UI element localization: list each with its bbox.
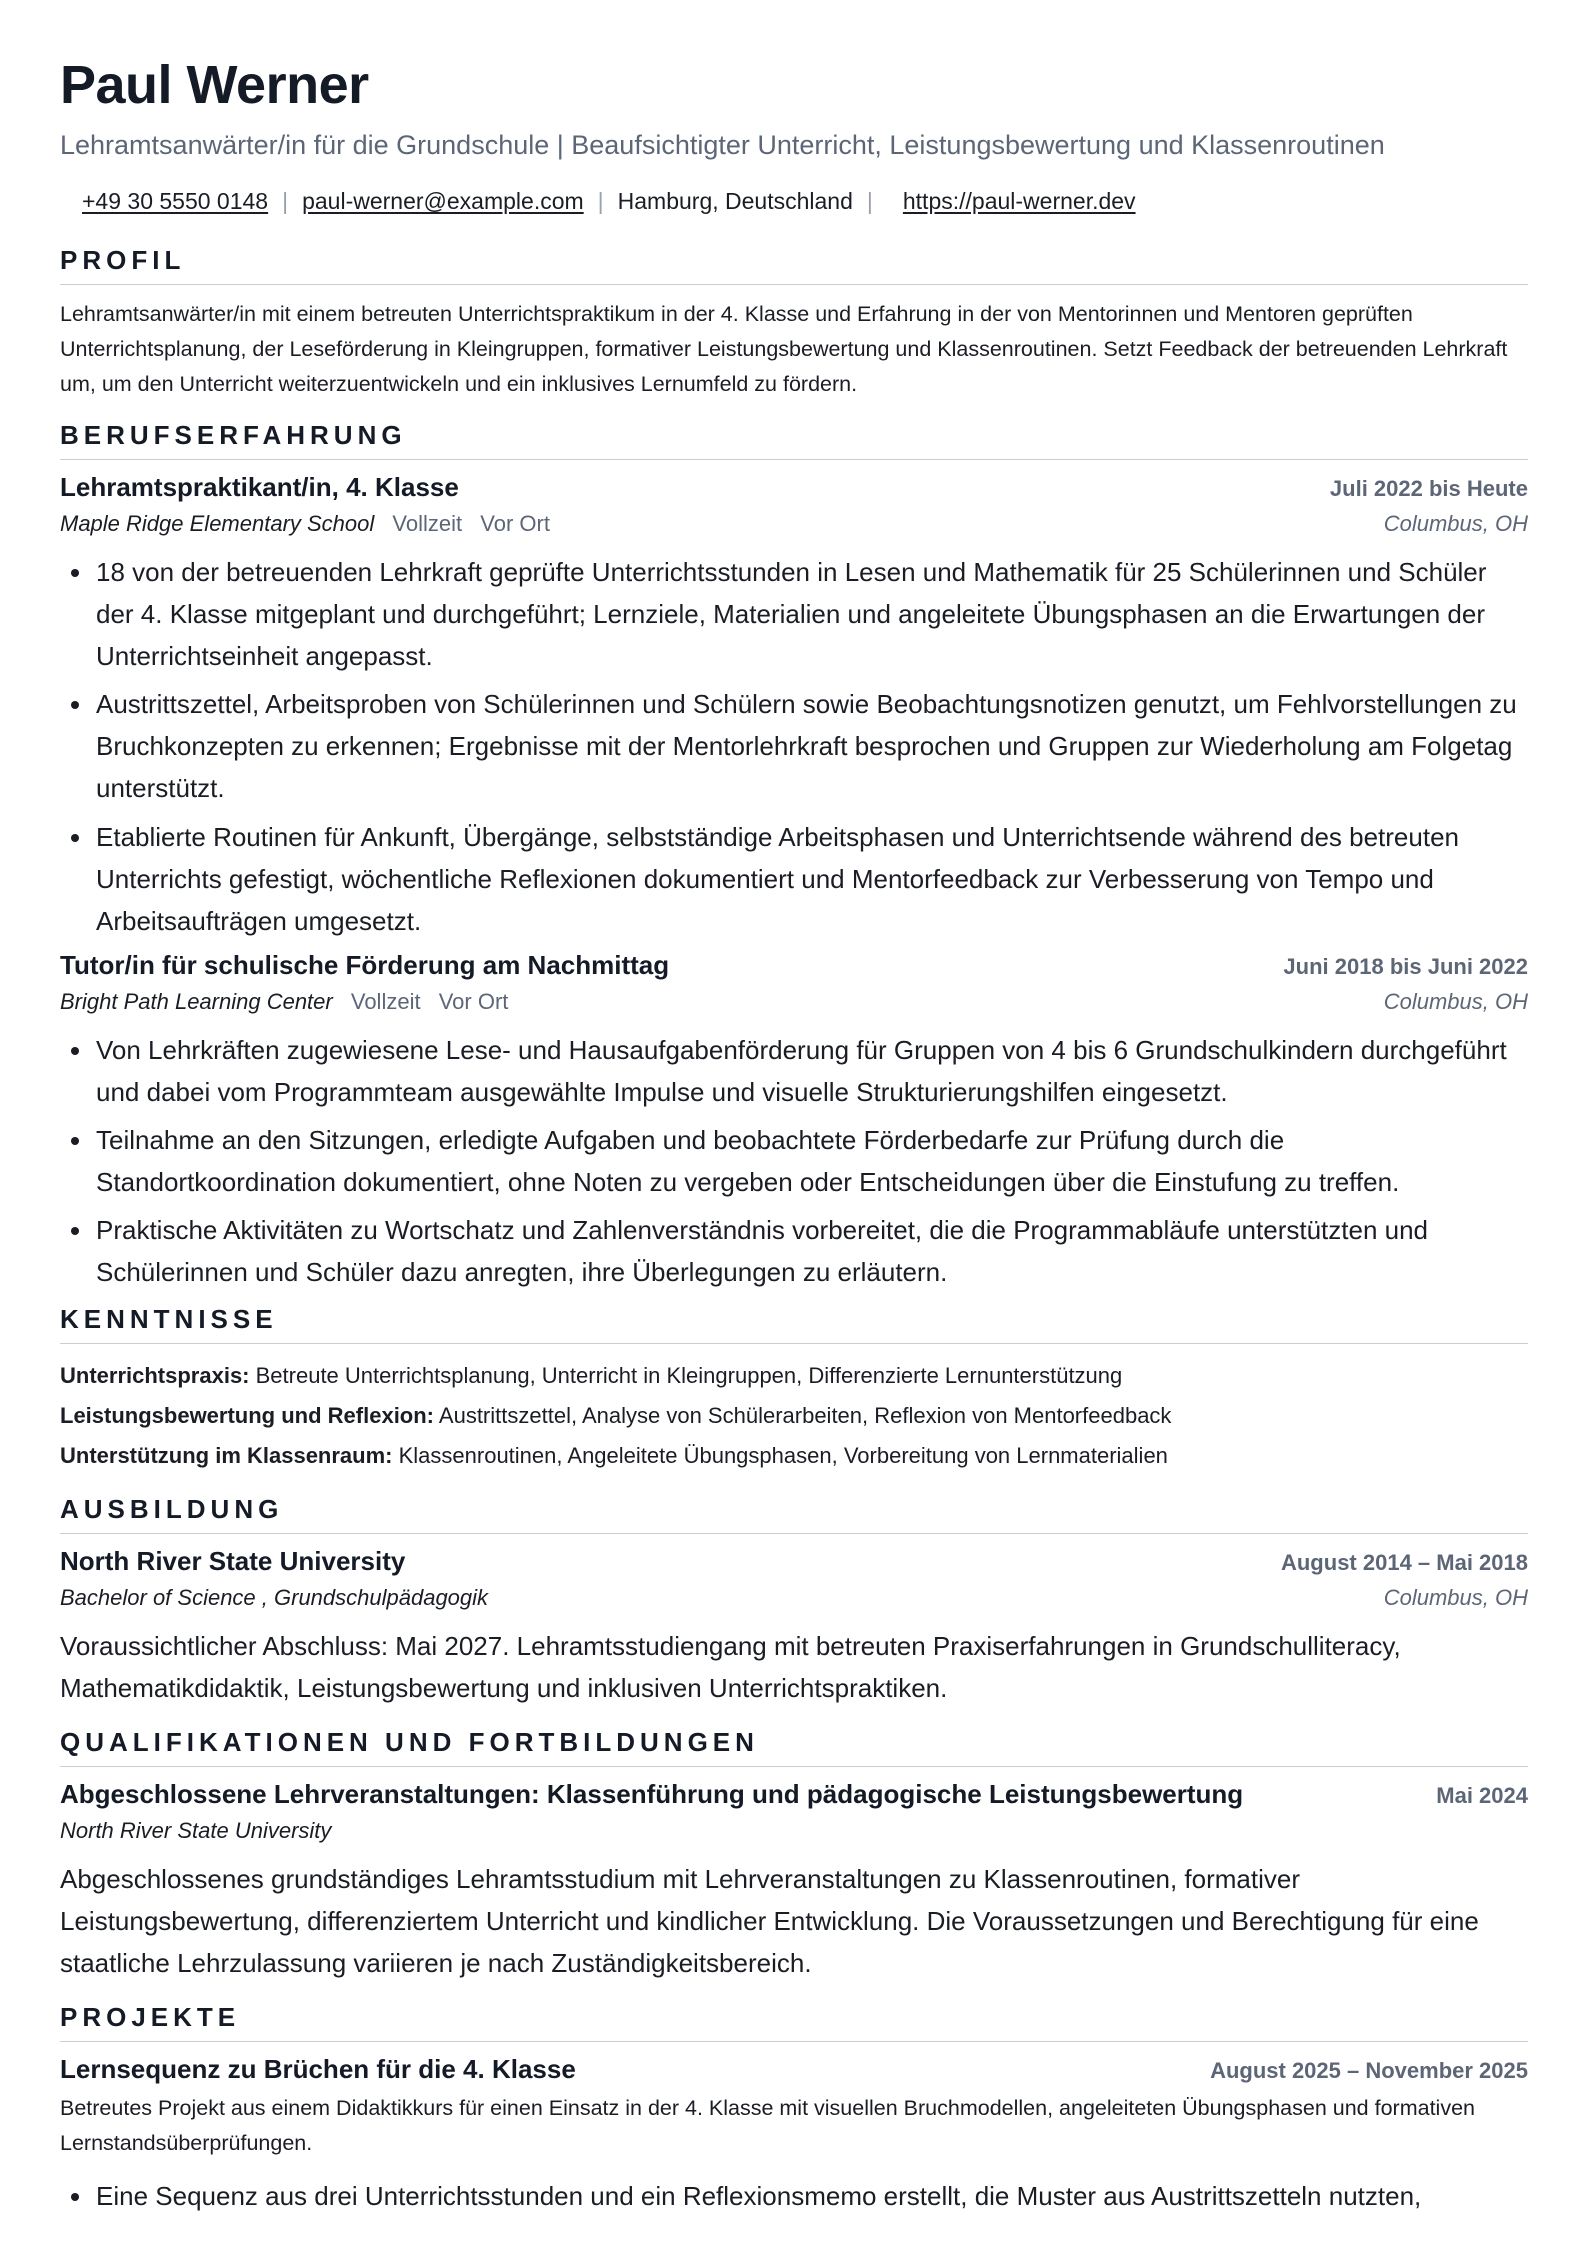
website-link[interactable]: https://paul-werner.dev — [902, 187, 1136, 214]
skill-values: Klassenroutinen, Angeleitete Übungsphasen, Vorbereitung von Lernmaterialien — [392, 1442, 1168, 1468]
job-mode: Vor Ort — [438, 988, 509, 1014]
job-entry — [60, 950, 1528, 1294]
skill-values: Betreute Unterrichtsplanung, Unterricht in Kleingruppen, Differenzierte Lernunterstützung — [249, 1362, 1123, 1388]
job-location: Columbus, OH — [1383, 988, 1528, 1014]
qualification-date: Mai 2024 — [1436, 1782, 1528, 1808]
contact-separator: | — [866, 187, 873, 214]
qualification-name: Abgeschlossene Lehrveranstaltungen: Klassenführung und pädagogische Leistungsbewertung — [60, 1778, 1244, 1809]
job-employer: Maple Ridge Elementary School — [60, 510, 375, 536]
phone-link[interactable]: +49 30 5550 0148 — [82, 187, 269, 214]
job-title: Tutor/in für schulische Förderung am Nachmittag — [60, 949, 670, 980]
job-entry — [60, 472, 1528, 942]
qualification-entry — [60, 1779, 1528, 1984]
contact-separator: | — [597, 187, 604, 214]
job-type: Vollzeit — [392, 510, 463, 536]
job-bullet: • Austrittszettel, Arbeitsproben von Schülerinnen und Schülern sowie Beobachtungsnotizen genutzt, um Fehlvorstellungen zu Bruchkonzepten zu erkennen; Ergebnisse mit der Mentorlehrkraft besprochen und Gruppen zur Wiederholung am Folgetag unterstützt. — [94, 683, 1528, 809]
job-location: Columbus, OH — [1383, 510, 1528, 536]
job-type: Vollzeit — [350, 988, 421, 1014]
education-entry — [60, 1546, 1528, 1709]
email-link[interactable]: paul-werner@example.com — [302, 187, 584, 214]
skill-values: Austrittszettel, Analyse von Schülerarbeiten, Reflexion von Mentorfeedback — [434, 1402, 1172, 1428]
job-bullet: • Von Lehrkräften zugewiesene Lese- und Hausaufgabenförderung für Gruppen von 4 bis 6 Grundschulkindern durchgeführt und dabei vom Programmteam ausgewählte Impulse und visuelle Strukturierungshilfen eingesetzt. — [94, 1029, 1528, 1113]
project-entry — [60, 2054, 1528, 2217]
location-text: Hamburg, Deutschland — [617, 187, 853, 214]
job-mode: Vor Ort — [480, 510, 550, 536]
section-title-skills: KENNTNISSE — [60, 1304, 1528, 1344]
section-title-experience: BERUFSERFAHRUNG — [60, 420, 1528, 460]
education-text: Voraussichtlicher Abschluss: Mai 2027. Lehramtsstudiengang mit betreuten Praxiserfahrungen in Grundschulliteracy, Mathematikdidaktik, Leistungsbewertung und inklusiven Unterrichtspraktiken. — [60, 1630, 1401, 1703]
project-bullets — [60, 2175, 1528, 2217]
profile-text: Lehramtsanwärter/in mit einem betreuten Unterrichtspraktikum in der 4. Klasse und Erfahrung in der von Mentorinnen und Mentoren geprüften Unterrichtsplanung, der Leseförderung in Kleingruppen, formativer Leistungsbewertung und Klassenroutinen. Setzt Feedback der betreuenden Lehrkraft um, um den Unterricht weiterzuentwickeln und ein inklusives Lernumfeld zu fördern. — [60, 301, 1508, 396]
degree-name: Bachelor of Science , Grundschulpädagogik — [60, 1584, 489, 1610]
profile-section — [60, 245, 1528, 402]
qualification-issuer: North River State University — [60, 1817, 332, 1843]
job-dates: Juni 2018 bis Juni 2022 — [1283, 953, 1528, 979]
qualifications-section — [60, 1727, 1528, 1984]
job-meta — [60, 511, 550, 537]
job-bullets — [60, 1029, 1528, 1294]
skills-list — [60, 1356, 1528, 1476]
skill-row — [60, 1356, 1528, 1396]
job-bullet: • Praktische Aktivitäten zu Wortschatz und Zahlenverständnis vorbereitet, die die Programmabläufe unterstützten und Schülerinnen und Schüler dazu anregten, ihre Überlegungen zu erläutern. — [94, 1209, 1528, 1293]
skill-row — [60, 1436, 1528, 1476]
job-bullet: • Teilnahme an den Sitzungen, erledigte Aufgaben und beobachtete Förderbedarfe zur Prüfung durch die Standortkoordination dokumentiert, ohne Noten zu vergeben oder Entscheidungen über die Einstufung zu treffen. — [94, 1119, 1528, 1203]
skill-category: Unterstützung im Klassenraum: — [60, 1442, 393, 1468]
qualification-text: Abgeschlossenes grundständiges Lehramtsstudium mit Lehrveranstaltungen zu Klassenroutinen, formativer Leistungsbewertung, differenziertem Unterricht und kindlicher Entwicklung. Die Voraussetzungen und Berechtigung für eine staatliche Lehrzulassung variieren je nach Zuständigkeitsbereich. — [60, 1863, 1479, 1979]
job-title: Lehramtspraktikant/in, 4. Klasse — [60, 471, 459, 502]
skill-category: Leistungsbewertung und Reflexion: — [60, 1402, 435, 1428]
skill-category: Unterrichtspraxis: — [60, 1362, 250, 1388]
contact-separator: | — [282, 187, 289, 214]
section-title-qualifications: QUALIFIKATIONEN UND FORTBILDUNGEN — [60, 1727, 1528, 1767]
job-bullets — [60, 551, 1528, 942]
job-bullet: • Etablierte Routinen für Ankunft, Übergänge, selbstständige Arbeitsphasen und Unterrichtsende während des betreuten Unterrichts gefestigt, wöchentliche Reflexionen dokumentiert und Mentorfeedback zur Verbesserung von Tempo und Arbeitsaufträgen umgesetzt. — [94, 816, 1528, 942]
education-dates: August 2014 – Mai 2018 — [1280, 1549, 1528, 1575]
skill-row — [60, 1396, 1528, 1436]
job-dates: Juli 2022 bis Heute — [1329, 475, 1528, 501]
contact-line — [60, 188, 1528, 215]
job-employer: Bright Path Learning Center — [60, 988, 333, 1014]
skills-section — [60, 1304, 1528, 1476]
project-name: Lernsequenz zu Brüchen für die 4. Klasse — [60, 2054, 576, 2085]
job-bullet: • 18 von der betreuenden Lehrkraft geprüfte Unterrichtsstunden in Lesen und Mathematik für 25 Schülerinnen und Schüler der 4. Klasse mitgeplant und durchgeführt; Lernziele, Materialien und angeleitete Übungsphasen an die Erwartungen der Unterrichtseinheit angepasst. — [94, 551, 1528, 677]
education-location: Columbus, OH — [1383, 1584, 1528, 1610]
projects-section — [60, 2002, 1528, 2217]
candidate-headline: Lehramtsanwärter/in für die Grundschule | Beaufsichtigter Unterricht, Leistungsbewertung und Klassenroutinen — [60, 130, 1385, 161]
candidate-name: Paul Werner — [60, 55, 369, 115]
education-section — [60, 1494, 1528, 1709]
experience-section — [60, 420, 1528, 1294]
project-description: Betreutes Projekt aus einem Didaktikkurs für einen Einsatz in der 4. Klasse mit visuellen Bruchmodellen, angeleiteten Übungsphasen und formativen Lernstandsüberprüfungen. — [60, 2096, 1475, 2156]
job-meta — [60, 989, 508, 1015]
project-dates: August 2025 – November 2025 — [1210, 2058, 1528, 2084]
section-title-profile: PROFIL — [60, 245, 1528, 285]
school-name: North River State University — [60, 1545, 406, 1576]
section-title-education: AUSBILDUNG — [60, 1494, 1528, 1534]
section-title-projects: PROJEKTE — [60, 2002, 1528, 2042]
project-bullet: • Eine Sequenz aus drei Unterrichtsstunden und ein Reflexionsmemo erstellt, die Muster aus Austrittszetteln nutzten, — [94, 2175, 1528, 2217]
